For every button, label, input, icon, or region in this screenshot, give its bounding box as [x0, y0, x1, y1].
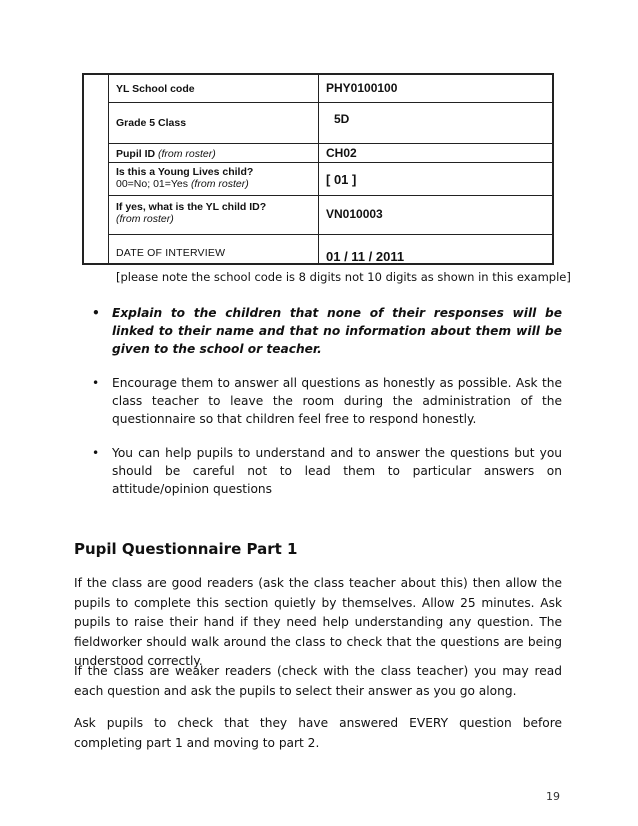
- yl-child-label: Is this a Young Lives child? 00=No; 01=Yes (from roster): [116, 166, 254, 190]
- bullet-icon: •: [92, 306, 100, 320]
- date-of-interview-label: DATE OF INTERVIEW: [116, 247, 226, 259]
- date-of-interview-value: 01 / 11 / 2011: [326, 249, 405, 264]
- grade-class-value: 5D: [334, 112, 350, 126]
- table-divider: [108, 102, 552, 103]
- page-number: 19: [546, 790, 560, 803]
- list-item: • Explain to the children that none of their responses will be linked to their name and that no information about them will be given to the school or teacher.: [92, 306, 562, 356]
- example-form-table: [82, 73, 554, 265]
- bullet-icon: •: [92, 376, 100, 390]
- table-divider: [108, 162, 552, 163]
- school-code-label: YL School code: [116, 83, 195, 95]
- yl-child-id-label: If yes, what is the YL child ID? (from roster): [116, 201, 267, 225]
- table-divider: [108, 195, 552, 196]
- bullet-icon: •: [92, 446, 100, 460]
- yl-child-value: [ 01 ]: [326, 172, 357, 187]
- pupil-id-label: Pupil ID (from roster): [116, 148, 216, 160]
- instruction-list: [88, 304, 562, 514]
- school-code-note: [please note the school code is 8 digits not 10 digits as shown in this example]: [116, 270, 571, 284]
- paragraph: If the class are weaker readers (check with the class teacher) you may read each question and ask the pupils to select their answer as you go along.: [74, 664, 562, 698]
- list-item: • You can help pupils to understand and to answer the questions but you should be careful not to lead them to particular answers on attitude/opinion questions: [92, 446, 562, 496]
- list-item: • Encourage them to answer all questions as honestly as possible. Ask the class teacher to leave the room during the administration of the questionnaire so that children feel free to respond honestly.: [92, 376, 562, 426]
- grade-class-label: Grade 5 Class: [116, 117, 187, 129]
- table-divider: [108, 143, 552, 144]
- pupil-id-value: CH02: [326, 146, 357, 160]
- section-title: Pupil Questionnaire Part 1: [74, 540, 298, 558]
- table-divider: [108, 234, 552, 235]
- yl-child-id-value: VN010003: [326, 207, 383, 221]
- paragraph: If the class are good readers (ask the class teacher about this) then allow the pupils to complete this section quietly by themselves. Allow 25 minutes. Ask pupils to raise their hand if they need help understanding any question. The fieldworker should walk around the class to check that the questions are being understood correctly.: [74, 576, 562, 668]
- school-code-value: PHY0100100: [326, 81, 398, 95]
- paragraph: Ask pupils to check that they have answered EVERY question before completing part 1 and moving to part 2.: [74, 716, 562, 750]
